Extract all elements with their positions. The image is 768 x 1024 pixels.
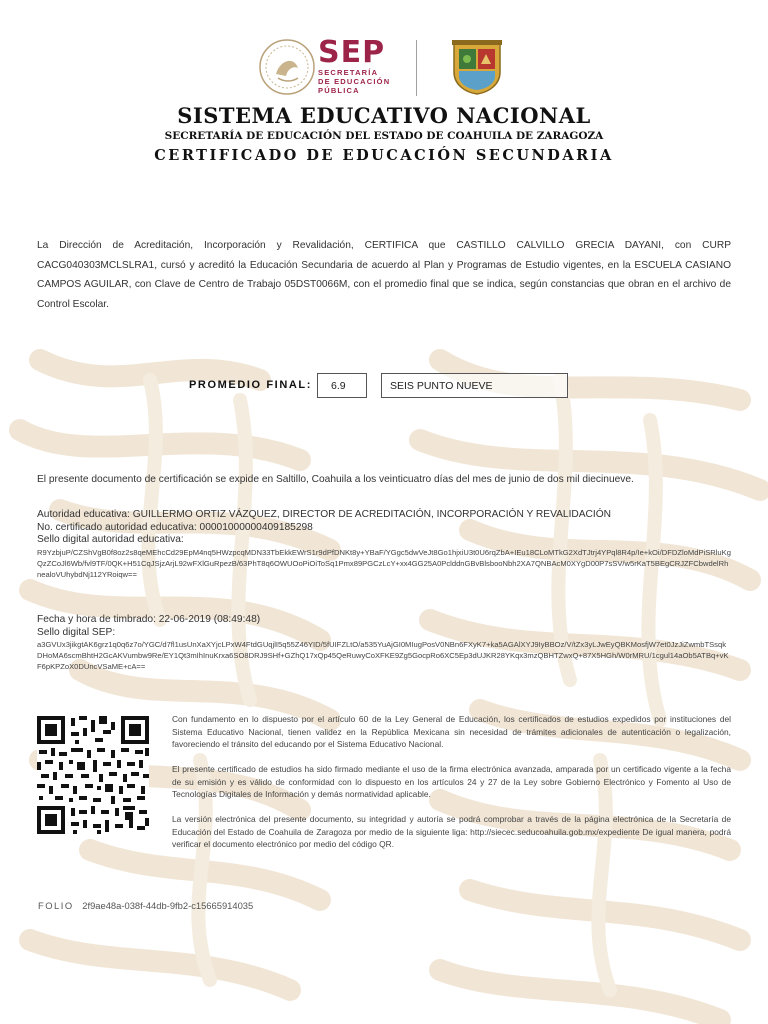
qr-code bbox=[37, 716, 149, 834]
page-subtitle: SECRETARÍA DE EDUCACIÓN DEL ESTADO DE COAHUILA DE ZARAGOZA bbox=[164, 130, 604, 142]
authority-seal-label: Sello digital autoridad educativa: bbox=[37, 534, 184, 545]
authority-block bbox=[37, 509, 731, 580]
coahuila-coat-of-arms-icon bbox=[450, 38, 504, 96]
timbre-block bbox=[37, 614, 731, 672]
legal-paragraph-1: Con fundamento en lo dispuesto por el artículo 60 de la Ley General de Educación, los certificados de estudios expedidos por instituciones del Sistema Educativo Nacional, tienen validez en la República Mexicana sin necesidad de trámites adicionales de autenticación o legalización, favoreciendo el tránsito del educando por el Sistema Educativo Nacional. bbox=[172, 714, 731, 750]
folio-value: 2f9ae48a-038f-44db-9fb2-c15665914035 bbox=[82, 900, 254, 911]
national-seal-icon bbox=[258, 38, 316, 96]
authority-name: Autoridad educativa: GUILLERMO ORTIZ VÁZQUEZ, DIRECTOR DE ACREDITACIÓN, INCORPORACIÓN Y REVALIDACIÓN bbox=[37, 509, 612, 520]
sep-subtitle-line1: SECRETARÍA bbox=[318, 68, 379, 77]
average-in-words: SEIS PUNTO NUEVE bbox=[381, 373, 568, 398]
sep-logo bbox=[318, 35, 391, 95]
sep-digital-seal: a3GVUx3jikgtAK6grz1q0q6z7o/YGC/d7fl1usUnXaXYjcLPxW4FtdGUqjlI5q55Z46YID/5fUIFZLtO/a535YuAjGI0MIugPosV0NBn6FXyK7+ka5AGAlXYJ9IyBBOz/V/tZx3yLJwEyQBKMosfjW7et0JzJiZwmbTSsqkDHoMA6scmBhtH2GcAKVumbw9Re/EY1Qt3mIhInuKrxa6SO8DRJ9SHf+GZhQ17xQp45QeRuwyCoXFKE9Zg5GocpRo6XC5Ep3dUJKR28YKqx3mzQBHTZwxQ+87X5HGh/W0rMRU/1cgul14aOb5ATBq+vKF6pKPZoX0DUncVSaME+cA== bbox=[37, 640, 729, 671]
logo-divider bbox=[416, 40, 417, 96]
authority-digital-seal: R9YzbjuP/CZShVgB0f8oz2s8qeMEhcCd29EpM4nq5HWzpcqMDN33TbEkkEWrS1r9dPfDNKt8y+YBaF/YGgc5dwVeJt8Go1hjxiU3t0U6rqZbA+IEu18CLoMTkG2XdTJtrj4YPql8R4p/Ie+kOi/DFDZloMdPiSRluKgQzZCoJl6Wb/fvl9TF/0QK+H51CqJSjzArjL92wFXlGuRpezB/63PhT8q6OWUOoPiOiToSq1Pmx89PGCzLcY+xx4GG25A0PclddnGBvBlsbooNbh2XA7QNBAcM0XYgD00P7sSV/w5rKaT5BEgCRJZFCbwdelRhnealoVUhybdNj112YRoiqw== bbox=[37, 547, 731, 579]
sep-subtitle-line2: DE EDUCACIÓN bbox=[318, 77, 391, 86]
certification-paragraph: La Dirección de Acreditación, Incorporación y Revalidación, CERTIFICA que CASTILLO CALVILLO GRECIA DAYANI, con CURP CACG040303MCLSLRA1, cursó y acreditó la Educación Secundaria de acuerdo al Plan y Programas de Estudio vigentes, en la ESCUELA CASIANO CAMPOS AGUILAR, con Clave de Centro de Trabajo 05DST0066M, con el promedio final que se indica, según constancias que obran en el archivo de Control Escolar. bbox=[37, 240, 731, 310]
timbre-date: Fecha y hora de timbrado: 22-06-2019 (08:49:48) bbox=[37, 614, 261, 625]
folio bbox=[38, 900, 253, 911]
average-label: PROMEDIO FINAL: bbox=[189, 379, 312, 391]
authority-certificate-number: No. certificado autoridad educativa: 00001000000409185298 bbox=[37, 521, 313, 533]
sep-wordmark: SEP bbox=[318, 35, 386, 70]
folio-label: FOLIO bbox=[38, 900, 74, 911]
sep-subtitle-line3: PÚBLICA bbox=[318, 86, 360, 95]
issued-statement: El presente documento de certificación se expide en Saltillo, Coahuila a los veinticuatro días del mes de junio de dos mil diecinueve. bbox=[37, 474, 634, 485]
certificate-type: CERTIFICADO DE EDUCACIÓN SECUNDARIA bbox=[154, 147, 614, 164]
legal-paragraph-3: La versión electrónica del presente documento, su integridad y autoría se podrá comprobar a través de la página electrónica de la Secretaría de Educación del Estado de Coahuila de Zaragoza por medio de la siguiente liga: http://siecec.seducoahuila.gob.mx/expediente De igual manera, podrá verificar el documento electrónico por medio del código QR. bbox=[172, 814, 731, 850]
legal-paragraph-2: El presente certificado de estudios ha sido firmado mediante el uso de la firma electrónica avanzada, amparada por un certificado vigente a la fecha de su emisión y es válido de conformidad con lo dispuesto en los artículos 24 y 27 de la Ley sobre Gobierno Electrónico y Fomento al Uso de Tecnologías Digitales de Información y demás normatividad aplicable. bbox=[172, 764, 731, 800]
average-value: 6.9 bbox=[317, 373, 367, 398]
page-title: SISTEMA EDUCATIVO NACIONAL bbox=[177, 103, 591, 128]
eagle-watermark bbox=[0, 340, 768, 1024]
sep-seal-label: Sello digital SEP: bbox=[37, 626, 116, 638]
